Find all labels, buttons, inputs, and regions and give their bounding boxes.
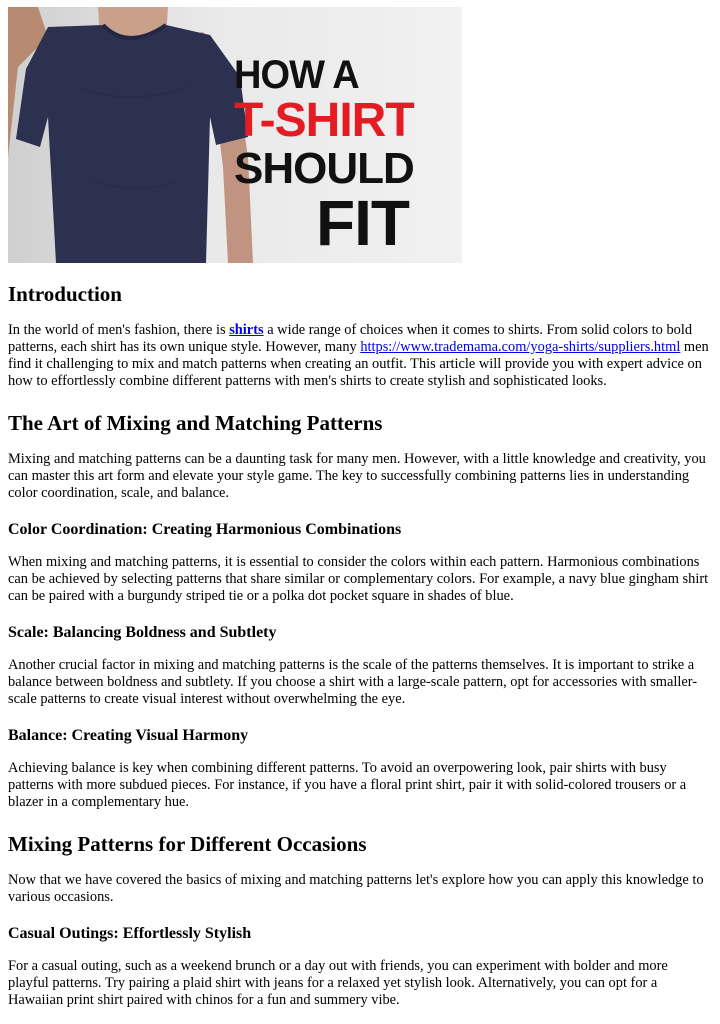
balance-paragraph: Achieving balance is key when combining different patterns. To avoid an overpowering look, pair shirts with busy patterns with more subdued pieces. For instance, if you have a floral print shirt, pair it with solid-colored trousers or a blazer in a complementary hue. — [8, 760, 687, 810]
hero-title-line1: HOW A — [234, 53, 359, 97]
intro-text-3: men find it challenging to mix and match patterns when creating an outfit. This article will provide you with expert advice on how to effortlessly combine different patterns with men's shirts to create stylish and sophisticated looks. — [8, 339, 709, 389]
intro-text-2: a wide range of choices when it comes to shirts. From solid colors to bold patterns, each shirt has its own unique style. However, many — [8, 322, 693, 355]
article — [0, 7, 720, 1009]
intro-text-1: In the world of men's fashion, there is — [8, 322, 230, 338]
balance-heading: Balance: Creating Visual Harmony — [8, 727, 249, 744]
scale-heading: Scale: Balancing Boldness and Subtlety — [8, 624, 277, 641]
art-paragraph: Mixing and matching patterns can be a daunting task for many men. However, with a little knowledge and creativity, you can master this art form and elevate your style game. The key to successfully combining patterns lies in understanding color coordination, scale, and balance. — [8, 451, 706, 501]
hero-title-line4: FIT — [316, 187, 409, 259]
hero-title-line2: T-SHIRT — [234, 94, 414, 147]
casual-paragraph: For a casual outing, such as a weekend brunch or a day out with friends, you can experiment with bolder and more playful patterns. Try pairing a plaid shirt with jeans for a relaxed yet stylish look. Alternatively, you can opt for a Hawaiian print shirt paired with chinos for a fun and summery vibe. — [8, 958, 668, 1008]
intro-heading: Introduction — [8, 282, 122, 306]
intro-paragraph — [8, 322, 712, 390]
occasions-paragraph: Now that we have covered the basics of mixing and matching patterns let's explore how you can apply this knowledge to various occasions. — [8, 872, 704, 905]
trademama-link[interactable]: https://www.trademama.com/yoga-shirts/suppliers.html — [360, 339, 681, 355]
art-heading: The Art of Mixing and Matching Patterns — [8, 411, 383, 435]
hero-image — [8, 7, 462, 263]
hero-title — [234, 53, 462, 259]
occasions-heading: Mixing Patterns for Different Occasions — [8, 832, 367, 856]
scale-paragraph: Another crucial factor in mixing and matching patterns is the scale of the patterns themselves. It is important to strike a balance between boldness and subtlety. If you choose a shirt with a large-scale pattern, opt for accessories with smaller-scale patterns to create visual interest without overwhelming the eye. — [8, 657, 698, 707]
color-heading: Color Coordination: Creating Harmonious Combinations — [8, 521, 402, 538]
shirts-link[interactable]: shirts — [229, 322, 264, 338]
casual-heading: Casual Outings: Effortlessly Stylish — [8, 925, 252, 942]
hero-title-line3: SHOULD — [234, 144, 414, 193]
color-paragraph: When mixing and matching patterns, it is essential to consider the colors within each pattern. Harmonious combinations can be achieved by selecting patterns that share similar or complementary colors. For example, a navy blue gingham shirt can be paired with a burgundy striped tie or a polka dot pocket square in shades of blue. — [8, 554, 709, 604]
